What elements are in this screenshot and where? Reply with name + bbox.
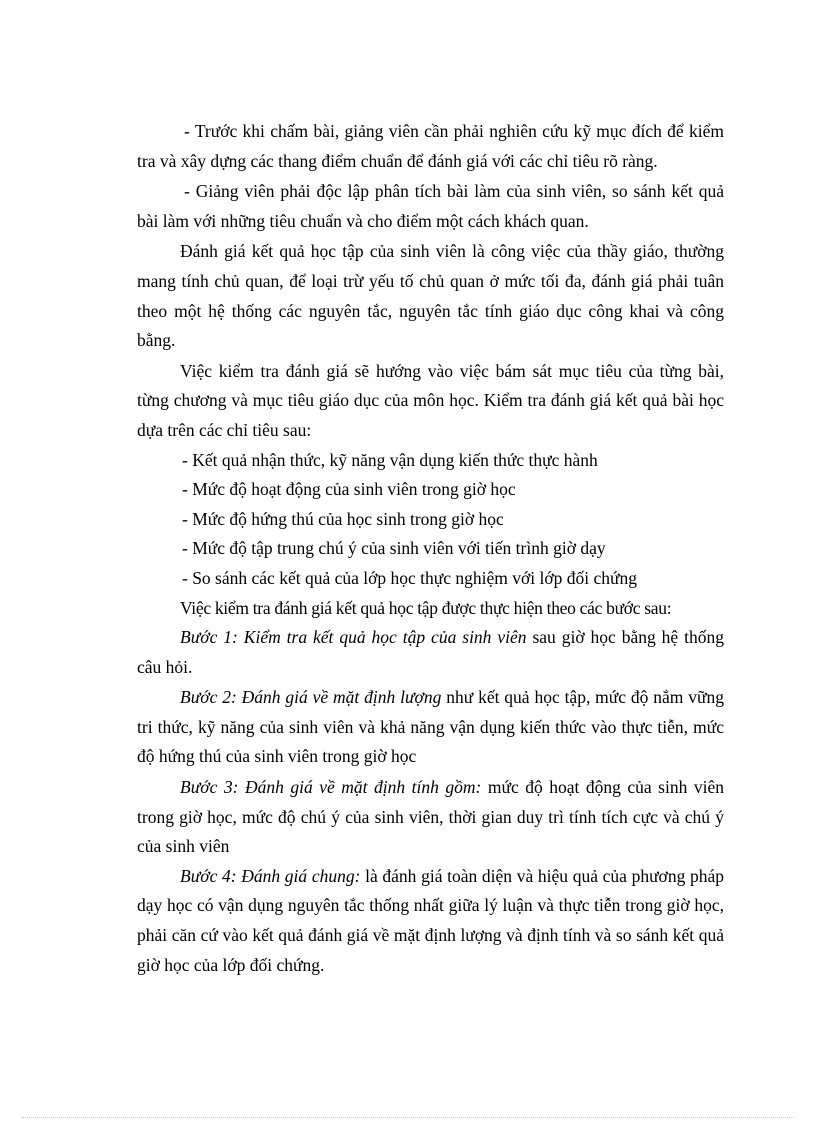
criteria-item-comparison: - So sánh các kết quả của lớp học thực nghiệm với lớp đối chứng [182,567,637,588]
step-1 [137,623,724,682]
paragraph-assessment-objectives: Việc kiểm tra đánh giá sẽ hướng vào việc bám sát mục tiêu của từng bài, từng chương và mục tiêu giáo dục của môn học. Kiểm tra đánh giá kết quả bài học dựa trên các chỉ tiêu sau: [137,360,724,440]
step-4-text: là đánh giá toàn diện và hiệu quả của phương pháp dạy học có vận dụng nguyên tắc thống nhất giữa lý luận và thực tiễn trong giờ học, phải căn cứ vào kết quả đánh giá về mặt định lượng và định tính và so sánh kết quả giờ học của lớp đối chứng. [137,865,724,975]
step-3-label: Bước 3: Đánh giá về mặt định tính gồm: [180,777,482,798]
step-1-label: Bước 1: Kiểm tra kết quả học tập của sinh viên [180,627,527,648]
step-1-text: sau giờ học bằng hệ thống câu hỏi. [137,627,724,677]
step-2 [137,683,724,772]
step-3 [137,773,724,862]
step-4 [137,862,724,980]
criteria-item-cognition: - Kết quả nhận thức, kỹ năng vận dụng kiến thức thực hành [182,449,598,470]
criteria-item-activity: - Mức độ hoạt động của sinh viên trong giờ học [182,479,516,500]
paragraph-assessment-principles: Đánh giá kết quả học tập của sinh viên là công việc của thầy giáo, thường mang tính chủ quan, để loại trừ yếu tố chủ quan ở mức tối đa, đánh giá phải tuân theo một hệ thống các nguyên tắc, nguyên tắc tính giáo dục công khai và công bằng. [137,241,724,351]
page-bottom-divider [22,1117,794,1118]
step-2-text: như kết quả học tập, mức độ nắm vững tri thức, kỹ năng của sinh viên và khả năng vận dụng kiến thức vào thực tiễn, mức độ hứng thú của sinh viên trong giờ học [137,687,725,767]
paragraph-independent-analysis: - Giảng viên phải độc lập phân tích bài làm của sinh viên, so sánh kết quả bài làm với những tiêu chuẩn và cho điểm một cách khách quan. [137,181,724,231]
criteria-item-interest: - Mức độ hứng thú của học sinh trong giờ học [182,508,504,529]
paragraph-grading-preparation: - Trước khi chấm bài, giảng viên cần phải nghiên cứu kỹ mục đích để kiểm tra và xây dựng các thang điểm chuẩn để đánh giá với các chỉ tiêu rõ ràng. [137,121,724,171]
step-2-label: Bước 2: Đánh giá về mặt định lượng [180,687,442,708]
step-3-text: mức độ hoạt động của sinh viên trong giờ học, mức độ chú ý của sinh viên, thời gian duy trì tính tích cực và chú ý của sinh viên [137,777,724,857]
criteria-item-attention: - Mức độ tập trung chú ý của sinh viên với tiến trình giờ dạy [182,538,606,559]
document-page [137,117,724,980]
steps-intro: Việc kiểm tra đánh giá kết quả học tập được thực hiện theo các bước sau: [180,597,672,618]
step-4-label: Bước 4: Đánh giá chung: [180,865,361,886]
